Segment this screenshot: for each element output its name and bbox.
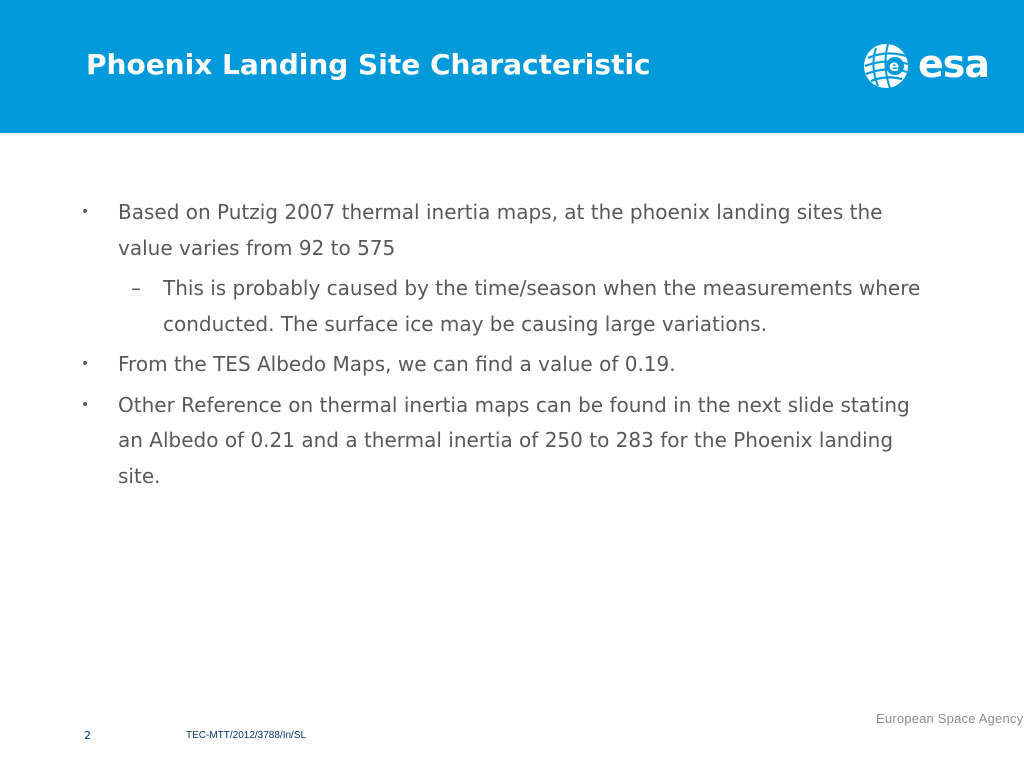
bullet-marker: • (81, 356, 90, 372)
page-number: 2 (84, 729, 91, 742)
header-bar (0, 0, 1024, 133)
sub-bullet-item (131, 271, 933, 342)
bullet-item (81, 347, 938, 383)
bullet-text: Based on Putzig 2007 thermal inertia maps, at the phoenix landing sites the value varies from 92 to 575 (118, 200, 883, 260)
esa-logo (862, 40, 1002, 92)
bullet-item (81, 388, 938, 495)
esa-logo-text: esa (918, 42, 990, 86)
footer-agency-name: European Space Agency (876, 711, 1024, 726)
bullet-item (81, 195, 938, 266)
document-reference: TEC-MTT/2012/3788/In/SL (186, 730, 307, 741)
bullet-marker: • (81, 396, 90, 413)
bullet-text: From the TES Albedo Maps, we can find a value of 0.19. (118, 352, 676, 376)
slide-body (0, 195, 1024, 499)
esa-globe-icon (862, 40, 912, 92)
svg-text:e: e (889, 57, 900, 75)
bullet-marker: • (81, 204, 90, 220)
bullet-text: Other Reference on thermal inertia maps can be found in the next slide stating an Albedo of 0.21 and a thermal inertia of 250 to 283 for the Phoenix landing site. (118, 392, 910, 488)
slide-title: Phoenix Landing Site Characteristic (86, 48, 651, 81)
sub-bullet-marker: – (131, 276, 141, 300)
sub-bullet-text: This is probably caused by the time/season when the measurements where conducted. The surface ice may be causing large variations. (163, 276, 921, 336)
